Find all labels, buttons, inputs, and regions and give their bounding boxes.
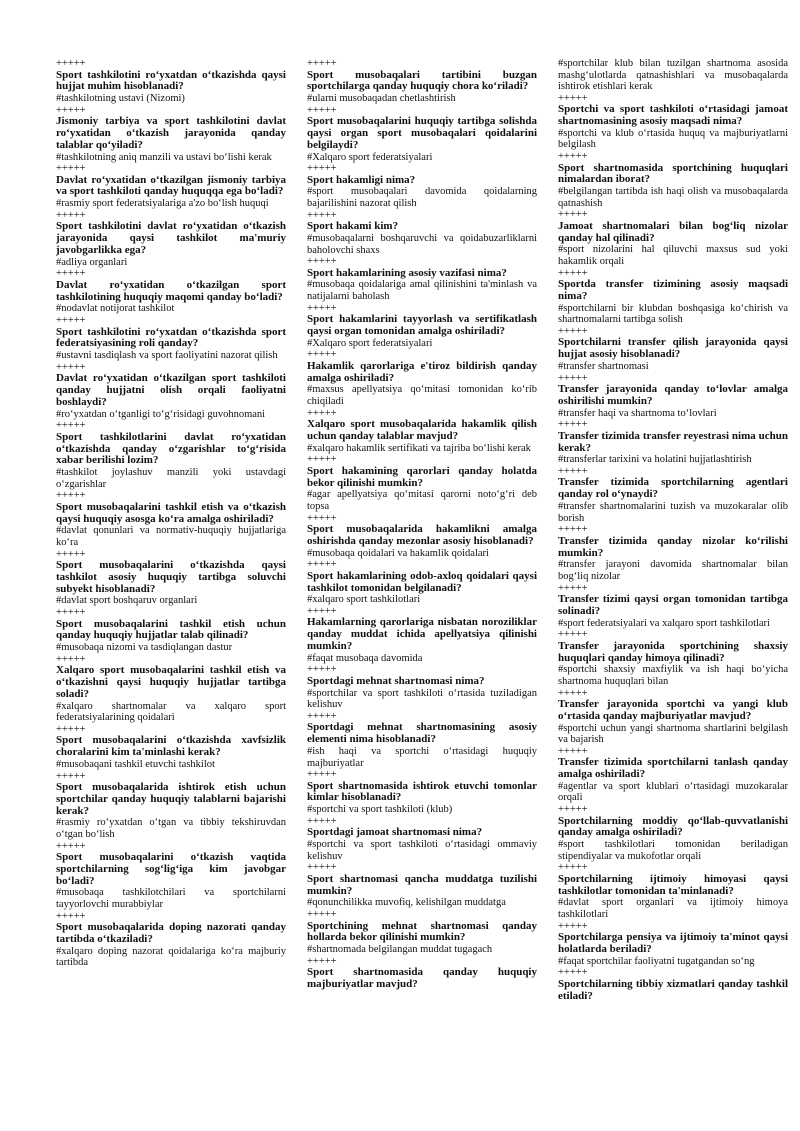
question-block xyxy=(56,268,286,315)
question-text: Xalqaro sport musobaqalarini tashkil etish va o‘tkazishni qaysi huquqiy hujjatlar tartibga soladi? xyxy=(56,664,286,700)
separator: +++++ xyxy=(56,910,86,922)
answer-text: #sport federatsiyalari va xalqaro sport tashkilotlari xyxy=(558,617,770,629)
answer-text: #ish haqi va sportchi o‘rtasidagi huquqiy majburiyatlar xyxy=(307,746,537,769)
answer-text: #qonunchilikka muvofiq, kelishilgan muddatga xyxy=(307,897,506,909)
answer-text: #adliya organlari xyxy=(56,256,128,268)
question-block xyxy=(56,362,286,420)
question-text: Sportchining mehnat shartnomasi qanday hollarda bekor qilinishi mumkin? xyxy=(307,919,537,944)
separator: +++++ xyxy=(307,209,337,221)
answer-text: #nodavlat notijorat tashkilot xyxy=(56,303,175,315)
question-text: Sportchilarni transfer qilish jarayonida qaysi hujjat asosiy hisoblanadi? xyxy=(558,336,788,361)
question-text: Sport hakamligi nima? xyxy=(307,173,416,186)
answer-text: #sport nizolarini hal qiluvchi maxsus sud yoki hakamlik orqali xyxy=(558,244,788,268)
question-block xyxy=(307,256,537,302)
question-text: Sport musobaqalarini tashkil etish va o‘tkazish qaysi huquqiy asosga ko‘ra amalga oshiriladi? xyxy=(56,500,286,525)
separator: +++++ xyxy=(307,512,337,524)
separator: +++++ xyxy=(56,58,86,69)
question-block xyxy=(558,688,788,746)
question-block xyxy=(558,746,788,804)
question-block xyxy=(558,629,788,687)
question-text: Sport musobaqalarida ishtirok etish uchun sportchilar qanday huquqiy talablarni bajarishi kerak? xyxy=(56,781,286,817)
answer-text: #sportchilar va sport tashkiloti o‘rtasida tuziladigan kelishuv xyxy=(307,687,537,711)
question-text: Davlat ro‘yxatidan o‘tkazilgan sport tashkiloti qanday hujjatni olish orqali faoliyatni boshlaydi? xyxy=(56,372,286,408)
answer-text: #transfer shartnomasi xyxy=(558,361,649,372)
separator: +++++ xyxy=(307,302,337,314)
question-text: Sport musobaqalarini tashkil etish uchun qanday huquqiy hujjatlar talab qilinadi? xyxy=(56,617,286,642)
separator: +++++ xyxy=(56,420,86,432)
separator: +++++ xyxy=(558,629,588,641)
question-block xyxy=(558,419,788,466)
answer-text: #sportchi uchun yangi shartnoma shartlarini belgilash va bajarish xyxy=(558,722,788,746)
answer-text: #sportchi va sport tashkiloti (klub) xyxy=(307,804,453,816)
question-block xyxy=(56,549,286,607)
answer-text: #agar apellyatsiya qo‘mitasi qarorni noto‘g‘ri deb topsa xyxy=(307,489,537,512)
answer-text: #tashkilotning aniq manzili va ustavi bo‘lishi kerak xyxy=(56,151,272,163)
question-block xyxy=(558,583,788,630)
answer-text: #transfer jarayoni davomida shartnomalar bilan bog‘liq nizolar xyxy=(558,559,788,582)
column-1 xyxy=(56,58,286,1111)
answer-text: #sportchi va klub o‘rtasida huquq va majburiyatlarni belgilash xyxy=(558,127,788,151)
separator: +++++ xyxy=(558,804,588,816)
question-block xyxy=(307,559,537,606)
question-block xyxy=(558,326,788,373)
separator: +++++ xyxy=(307,407,337,419)
separator: +++++ xyxy=(558,465,588,477)
answer-text: #belgilangan tartibda ish haqi olish va musobaqalarda qatnashish xyxy=(558,186,788,209)
question-block xyxy=(307,163,537,209)
question-block xyxy=(56,490,286,548)
separator: +++++ xyxy=(56,490,86,502)
question-text: Sport musobaqalarini o‘tkazish vaqtida sportchilarning sog‘lig‘iga kim javobgar bo‘ladi? xyxy=(56,851,286,887)
separator: +++++ xyxy=(307,256,337,268)
separator: +++++ xyxy=(558,372,588,384)
question-block xyxy=(558,862,788,920)
question-block xyxy=(56,420,286,490)
answer-text: #agentlar va sport klublari o‘rtasidagi muzokaralar orqali xyxy=(558,780,788,804)
question-text: Transfer tizimida transfer reyestrasi nima uchun kerak? xyxy=(558,429,788,454)
separator: +++++ xyxy=(307,710,337,722)
question-text: Sport tashkilotini ro‘yxatdan o‘tkazishda qaysi hujjat muhim hisoblanadi? xyxy=(56,68,286,93)
separator: +++++ xyxy=(307,349,337,361)
answer-text: #rasmiy ro‘yxatdan o‘tgan va tibbiy tekshiruvdan o‘tgan bo‘lish xyxy=(56,817,286,840)
separator: +++++ xyxy=(558,920,588,932)
question-text: Sport musobaqalarida doping nazorati qanday tartibda o‘tkaziladi? xyxy=(56,921,286,945)
question-block xyxy=(307,303,537,350)
answer-text: #ro‘yxatdan o‘tganligi to‘g‘risidagi guvohnomani xyxy=(56,408,266,420)
separator: +++++ xyxy=(558,967,588,979)
question-text: Sport shartnomasida qanday huquqiy majburiyatlar mavjud? xyxy=(307,966,537,991)
column-3 xyxy=(558,58,788,1111)
separator: +++++ xyxy=(558,267,588,279)
question-text: Sportchi va sport tashkiloti o‘rtasidagi jamoat shartnomasining asosiy maqsadi nima? xyxy=(558,103,788,128)
answer-text: #rasmiy sport federatsiyalariga a'zo bo‘lish huquqi xyxy=(56,198,269,210)
question-block xyxy=(56,841,286,911)
separator: +++++ xyxy=(307,454,337,466)
question-text: Sportchilarning moddiy qo‘llab-quvvatlanishi qanday amalga oshiriladi? xyxy=(558,814,788,839)
answer-text: #musobaqa tashkilotchilari va sportchilarni tayyorlovchi murabbiylar xyxy=(56,887,286,911)
separator: +++++ xyxy=(56,268,86,280)
answer-text: #shartnomada belgilangan muddat tugagach xyxy=(307,944,493,956)
question-text: Sportdagi mehnat shartnomasi nima? xyxy=(307,674,485,687)
question-block xyxy=(558,466,788,524)
separator: +++++ xyxy=(56,104,86,116)
question-block xyxy=(56,607,286,654)
question-block xyxy=(307,816,537,862)
question-block xyxy=(307,408,537,455)
separator: +++++ xyxy=(307,58,337,69)
question-text: Jamoat shartnomalari bilan bog‘liq nizolar qanday hal qilinadi? xyxy=(558,219,788,244)
question-text: Sportdagi mehnat shartnomasining asosiy elementi nima hisoblanadi? xyxy=(307,721,537,746)
question-text: Sport shartnomasida sportchining huquqlari nimalardan iborat? xyxy=(558,161,788,186)
question-block xyxy=(307,513,537,560)
question-block xyxy=(56,163,286,210)
question-text: Davlat ro‘yxatidan o‘tkazilgan sport tashkilotining huquqiy maqomi qanday bo‘ladi? xyxy=(56,278,286,303)
question-block xyxy=(558,268,788,326)
separator: +++++ xyxy=(56,723,86,735)
answer-text: #xalqaro doping nazorat qoidalariga ko‘ra majburiy tartibda xyxy=(56,945,286,969)
question-block xyxy=(558,93,788,151)
question-text: Sportchilarning tibbiy xizmatlari qanday tashkil etiladi? xyxy=(558,977,788,1002)
answer-text: #ustavni tasdiqlash va sport faoliyatini nazorat qilish xyxy=(56,350,278,362)
question-block xyxy=(56,771,286,841)
separator: +++++ xyxy=(307,955,337,967)
answer-text: #xalqaro shartnomalar va xalqaro sport federatsiyalarining qoidalari xyxy=(56,700,286,724)
separator: +++++ xyxy=(56,840,86,852)
answer-text: #musobaqa qoidalariga amal qilinishini ta'minlash va natijalarni baholash xyxy=(307,279,537,303)
question-text: Sport musobaqalarini o‘tkazishda qaysi tashkilot asosiy huquqiy tartibga soluvchi subyekt hisoblanadi? xyxy=(56,559,286,595)
separator: +++++ xyxy=(56,361,86,373)
separator: +++++ xyxy=(558,92,588,104)
answer-text: #transfer shartnomalarini tuzish va muzokaralar olib borish xyxy=(558,501,788,524)
question-text: Hakamlik qarorlariga e'tiroz bildirish qanday amalga oshiriladi? xyxy=(307,359,537,384)
question-text: Sportdagi jamoat shartnomasi nima? xyxy=(307,826,483,839)
answer-text: #davlat sport organlari va ijtimoiy himoya tashkilotlari xyxy=(558,897,788,921)
answer-text: #sport musobaqalari davomida qoidalarning bajarilishini nazorat qilish xyxy=(307,186,537,210)
question-block xyxy=(558,524,788,582)
question-text: Sport musobaqalarini huquqiy tartibga solishda qaysi organ sport musobaqalari qoidalarini belgilaydi? xyxy=(307,115,537,151)
question-block xyxy=(558,804,788,862)
question-text: Transfer tizimida sportchilarning agentlari qanday rol o‘ynaydi? xyxy=(558,476,788,501)
separator: +++++ xyxy=(558,325,588,337)
question-block xyxy=(558,967,788,1002)
question-text: Sport hakami kim? xyxy=(307,220,399,233)
separator: +++++ xyxy=(558,582,588,594)
question-text: Sportda transfer tizimining asosiy maqsadi nima? xyxy=(558,278,788,302)
question-block xyxy=(307,105,537,163)
question-text: Sport tashkilotini davlat ro‘yxatidan o‘tkazish jarayonida qaysi tashkilot ma'muriy javobgarlikka ega? xyxy=(56,220,286,256)
separator: +++++ xyxy=(558,745,588,757)
question-block xyxy=(307,956,537,991)
separator: +++++ xyxy=(307,104,337,116)
answer-text: #musobaqa nizomi va tasdiqlangan dastur xyxy=(56,642,233,654)
question-block xyxy=(307,606,537,664)
question-text: Jismoniy tarbiya va sport tashkilotini davlat ro‘yxatidan o‘tkazish jarayonida qanday talablar qo‘yiladi? xyxy=(56,115,286,151)
separator: +++++ xyxy=(56,607,86,619)
question-text: Transfer jarayonida qanday to‘lovlar amalga oshirilishi mumkin? xyxy=(558,383,788,407)
separator: +++++ xyxy=(307,559,337,571)
question-block xyxy=(558,921,788,968)
question-block xyxy=(307,909,537,956)
answer-text: #sport tashkilotlari tomonidan beriladigan stipendiyalar va mukofotlar orqali xyxy=(558,839,788,862)
separator: +++++ xyxy=(558,419,588,431)
answer-text: #faqat musobaqa davomida xyxy=(307,652,423,664)
question-block xyxy=(56,58,286,105)
question-block xyxy=(558,151,788,209)
question-block xyxy=(307,349,537,407)
question-text: Hakamlarning qarorlariga nisbatan noroziliklar qanday muddat ichida apellyatsiya qilinishi mumkin? xyxy=(307,616,537,653)
answer-text: #Xalqaro sport federatsiyalari xyxy=(307,337,433,349)
question-text: Transfer jarayonida sportchi va yangi klub o‘rtasida qanday majburiyatlar mavjud? xyxy=(558,698,788,722)
separator: +++++ xyxy=(307,605,337,617)
question-text: Davlat ro‘yxatidan o‘tkazilgan jismoniy tarbiya va sport tashkiloti qanday huquqqa ega bo‘ladi? xyxy=(56,173,286,198)
question-text: Sport hakamlarini tayyorlash va sertifikatlash qaysi organ tomonidan amalga oshiriladi? xyxy=(307,313,537,337)
answer-text: #faqat sportchilar faoliyatni tugatgandan so‘ng xyxy=(558,955,755,967)
question-block xyxy=(307,862,537,909)
answer-text: #transfer haqi va shartnoma to‘lovlari xyxy=(558,407,717,419)
answer-text: #tashkilot joylashuv manzili yoki ustavdagi o‘zgarishlar xyxy=(56,467,286,490)
separator: +++++ xyxy=(307,769,337,781)
question-text: Sport musobaqalarini o‘tkazishda xavfsizlik choralarini kim ta'minlashi kerak? xyxy=(56,734,286,759)
question-block xyxy=(307,210,537,256)
question-block xyxy=(56,105,286,163)
answer-text: #sportchi shaxsiy maxfiylik va ish haqi bo‘yicha shartnoma huquqlari bilan xyxy=(558,664,788,687)
question-block xyxy=(56,210,286,268)
separator: +++++ xyxy=(56,653,86,665)
separator: +++++ xyxy=(56,770,86,782)
answer-text: #xalqaro hakamlik sertifikati va tajriba bo‘lishi kerak xyxy=(307,442,531,454)
question-text: Transfer tizimida sportchilarni tanlash qanday amalga oshiriladi? xyxy=(558,756,788,781)
answer-text: #maxsus apellyatsiya qo‘mitasi tomonidan ko‘rib chiqiladi xyxy=(307,384,537,407)
question-text: Sport hakamining qarorlari qanday holatda bekor qilinishi mumkin? xyxy=(307,464,537,489)
answer-text: #xalqaro sport tashkilotlari xyxy=(307,594,421,606)
question-text: Sportchilarning ijtimoiy himoyasi qaysi tashkilotlar tomonidan ta'minlanadi? xyxy=(558,872,788,897)
separator: +++++ xyxy=(558,862,588,874)
answer-text: #davlat qonunlari va normativ-huquqiy hujjatlariga ko‘ra xyxy=(56,525,286,548)
separator: +++++ xyxy=(307,862,337,874)
answer-text: #musobaqalarni boshqaruvchi va qoidabuzarliklarni baholovchi shaxs xyxy=(307,232,537,256)
separator: +++++ xyxy=(56,163,86,175)
question-text: Sport musobaqalari tartibini buzgan sportchilarga qanday huquqiy chora ko‘riladi? xyxy=(307,68,537,93)
answer-text: #sportchi va sport tashkiloti o‘rtasidagi ommaviy kelishuv xyxy=(307,839,537,862)
separator: +++++ xyxy=(56,315,86,327)
question-text: Transfer jarayonida sportchining shaxsiy huquqlari qanday himoya qilinadi? xyxy=(558,639,788,664)
question-text: Transfer tizimida qanday nizolar ko‘rilishi mumkin? xyxy=(558,534,788,559)
separator: +++++ xyxy=(56,548,86,560)
question-text: Sport shartnomasida ishtirok etuvchi tomonlar kimlar hisoblanadi? xyxy=(307,779,537,804)
question-text: Sport hakamlarining asosiy vazifasi nima? xyxy=(307,266,507,279)
question-text: Sport hakamlarining odob-axloq qoidalari qaysi tashkilot tomonidan belgilanadi? xyxy=(307,569,537,594)
question-text: Sport shartnomasi qancha muddatga tuzilishi mumkin? xyxy=(307,872,537,897)
separator: +++++ xyxy=(307,909,337,921)
separator: +++++ xyxy=(307,664,337,676)
separator: +++++ xyxy=(558,524,588,536)
question-text: Sport tashkilotlarini davlat ro‘yxatidan o‘tkazishda qanday o‘zgarishlar to‘g‘risida xabar berilishi lozim? xyxy=(56,430,286,467)
question-block xyxy=(307,711,537,769)
question-block xyxy=(558,373,788,420)
answer-text: #musobaqa qoidalari va hakamlik qoidalari xyxy=(307,547,489,559)
question-text: Sport tashkilotini ro‘yxatdan o‘tkazishda sport federatsiyasining roli qanday? xyxy=(56,325,286,350)
separator: +++++ xyxy=(558,209,588,221)
question-block xyxy=(307,454,537,512)
answer-text: #tashkilotning ustavi (Nizomi) xyxy=(56,93,185,105)
question-text: Xalqaro sport musobaqalarida hakamlik qilish uchun qanday talablar mavjud? xyxy=(307,418,537,442)
separator: +++++ xyxy=(56,209,86,221)
question-block xyxy=(56,911,286,969)
question-text: Transfer tizimi qaysi organ tomonidan tartibga solinadi? xyxy=(558,593,788,617)
separator: +++++ xyxy=(307,163,337,175)
answer-text: #sportchilarni bir klubdan boshqasiga ko‘chirish va shartnomalarni tartibga solish xyxy=(558,302,788,326)
column-2 xyxy=(307,58,537,1111)
question-block xyxy=(56,654,286,724)
question-block xyxy=(558,209,788,267)
question-block xyxy=(307,769,537,816)
answer-text: #davlat sport boshqaruv organlari xyxy=(56,595,198,607)
answer-text: #sportchilar klub bilan tuzilgan shartnoma asosida mashg‘ulotlarda qatnashishlari va musobaqalarda ishtirok etishlari kerak xyxy=(558,58,788,93)
question-block xyxy=(307,664,537,710)
question-block xyxy=(56,315,286,362)
separator: +++++ xyxy=(558,151,588,163)
answer-text: #ularni musobaqadan chetlashtirish xyxy=(307,93,456,105)
question-block xyxy=(56,724,286,771)
answer-text: #Xalqaro sport federatsiyalari xyxy=(307,151,433,163)
separator: +++++ xyxy=(558,687,588,699)
question-text: Sportchilarga pensiya va ijtimoiy ta'minot qaysi holatlarda beriladi? xyxy=(558,931,788,955)
answer-text: #transferlar tarixini va holatini hujjatlashtirish xyxy=(558,454,752,466)
separator: +++++ xyxy=(307,815,337,827)
question-text: Sport musobaqalarida hakamlikni amalga oshirishda qanday mezonlar asosiy hisoblanadi? xyxy=(307,523,537,547)
answer-text: #musobaqani tashkil etuvchi tashkilot xyxy=(56,758,215,770)
question-block xyxy=(307,58,537,105)
